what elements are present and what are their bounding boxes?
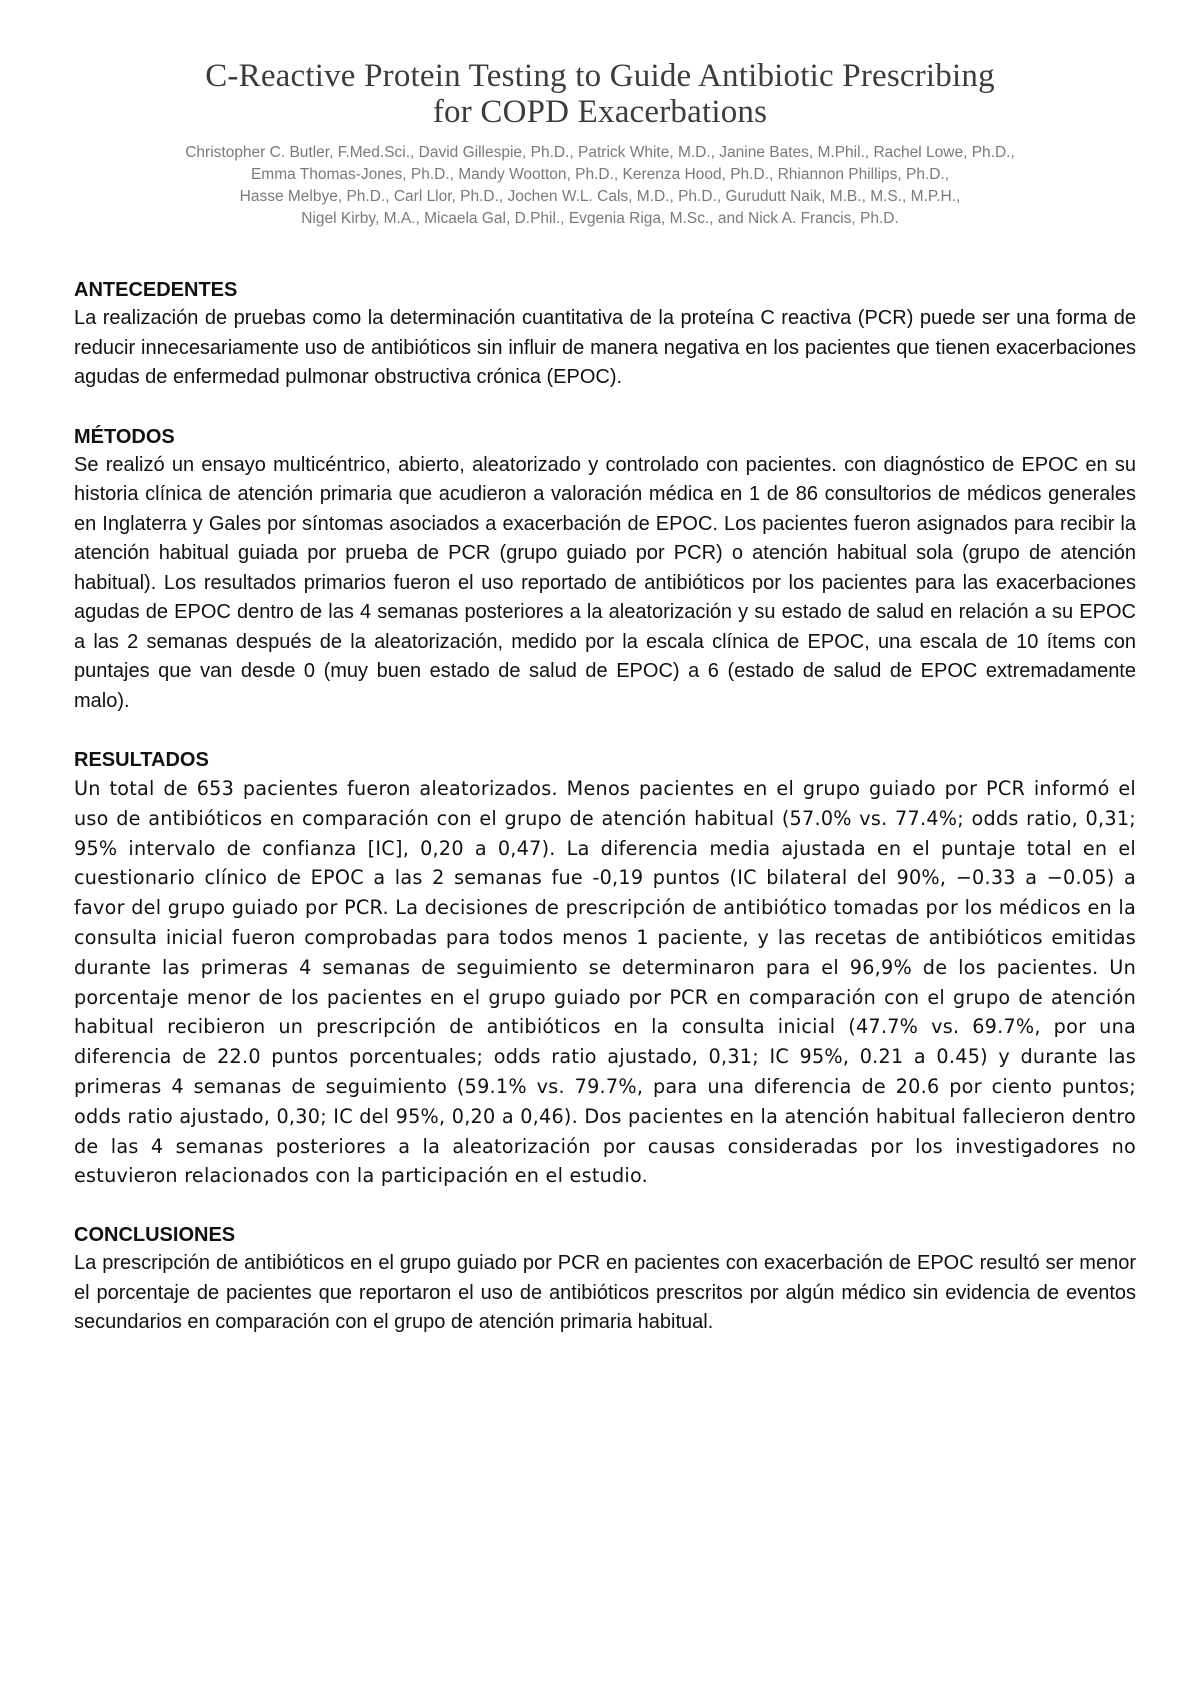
section-heading: MÉTODOS xyxy=(74,425,175,448)
paper-title xyxy=(0,58,1200,130)
author-line-4: Nigel Kirby, M.A., Micaela Gal, D.Phil., Evgenia Riga, M.Sc., and Nick A. Francis, Ph.D. xyxy=(301,210,899,227)
title-line-2: for COPD Exacerbations xyxy=(432,94,768,130)
section-text: Un total de 653 pacientes fueron aleatorizados. Menos pacientes en el grupo guiado por PCR informó el uso de antibióticos en comparación con el grupo de atención habitual (57.0% vs. 77.4%; odds ratio, 0,31; 95% intervalo de confianza [IC], 0,20 a 0,47). La diferencia media ajustada en el puntaje total en el cuestionario clínico de EPOC a las 2 semanas fue -0,19 puntos (IC bilateral del 90%, −0.33 a −0.05) a favor del grupo guiado por PCR. La decisiones de prescripción de antibiótico tomadas por los médicos en la consulta inicial fueron comprobadas para todos menos 1 paciente, y las recetas de antibióticos emitidas durante las primeras 4 semanas de seguimiento se determinaron para el 96,9% de los pacientes. Un porcentaje menor de los pacientes en el grupo guiado por PCR en comparación con el grupo de atención habitual recibieron un prescripción de antibióticos en la consulta inicial (47.7% vs. 69.7%, por una diferencia de 22.0 puntos porcentuales; odds ratio ajustado, 0,31; IC 95%, 0.21 a 0.45) y durante las primeras 4 semanas de seguimiento (59.1% vs. 79.7%, para una diferencia de 20.6 por ciento puntos; odds ratio ajustado, 0,30; IC del 95%, 0,20 a 0,46). Dos pacientes en la atención habitual fallecieron dentro de las 4 semanas posteriores a la aleatorización por causas consideradas por los investigadores no estuvieron relacionados con la participación en el estudio. xyxy=(74,777,1136,1188)
title-line-1: C-Reactive Protein Testing to Guide Antibiotic Prescribing xyxy=(205,58,995,94)
section-text: Se realizó un ensayo multicéntrico, abierto, aleatorizado y controlado con pacientes. con diagnóstico de EPOC en su historia clínica de atención primaria que acudieron a valoración médica en 1 de 86 consultorios de médicos generales en Inglaterra y Gales por síntomas asociados a exacerbación de EPOC. Los pacientes fueron asignados para recibir la atención habitual guiada por prueba de PCR (grupo guiado por PCR) o atención habitual sola (grupo de atención habitual). Los resultados primarios fueron el uso reportado de antibióticos por los pacientes para las exacerbaciones agudas de EPOC dentro de las 4 semanas posteriores a la aleatorización y su estado de salud en relación a su EPOC a las 2 semanas después de la aleatorización, medido por la escala clínica de EPOC, una escala de 10 ítems con puntajes que van desde 0 (muy buen estado de salud de EPOC) a 6 (estado de salud de EPOC extremadamente malo). xyxy=(74,453,1136,712)
author-line-1: Christopher C. Butler, F.Med.Sci., David Gillespie, Ph.D., Patrick White, M.D., Janine Bates, M.Phil., Rachel Lowe, Ph.D., xyxy=(185,144,1015,161)
author-line-2: Emma Thomas-Jones, Ph.D., Mandy Wootton, Ph.D., Kerenza Hood, Ph.D., Rhiannon Phillips, Ph.D., xyxy=(250,166,950,183)
section-resultados xyxy=(74,746,1136,1191)
section-text: La prescripción de antibióticos en el grupo guiado por PCR en pacientes con exacerbación de EPOC resultó ser menor el porcentaje de pacientes que reportaron el uso de antibióticos prescritos por algún médico sin evidencia de eventos secundarios en comparación con el grupo de atención primaria habitual. xyxy=(74,1252,1136,1334)
section-heading: CONCLUSIONES xyxy=(74,1224,236,1247)
section-text: La realización de pruebas como la determinación cuantitativa de la proteína C reactiva (PCR) puede ser una forma de reducir innecesariamente uso de antibióticos sin influir de manera negativa en los pacientes que tienen exacerbaciones agudas de enfermedad pulmonar obstructiva crónica (EPOC). xyxy=(74,307,1136,388)
paper-header xyxy=(0,58,1200,230)
section-antecedentes xyxy=(74,276,1136,393)
author-list xyxy=(0,142,1200,230)
abstract-body xyxy=(74,276,1136,1368)
section-conclusiones xyxy=(74,1221,1136,1338)
author-line-3: Hasse Melbye, Ph.D., Carl Llor, Ph.D., Jochen W.L. Cals, M.D., Ph.D., Gurudutt Naik, M.B., M.S., M.P.H., xyxy=(239,188,961,205)
section-metodos xyxy=(74,423,1136,717)
section-heading: ANTECEDENTES xyxy=(74,279,238,301)
section-heading: RESULTADOS xyxy=(74,749,209,771)
